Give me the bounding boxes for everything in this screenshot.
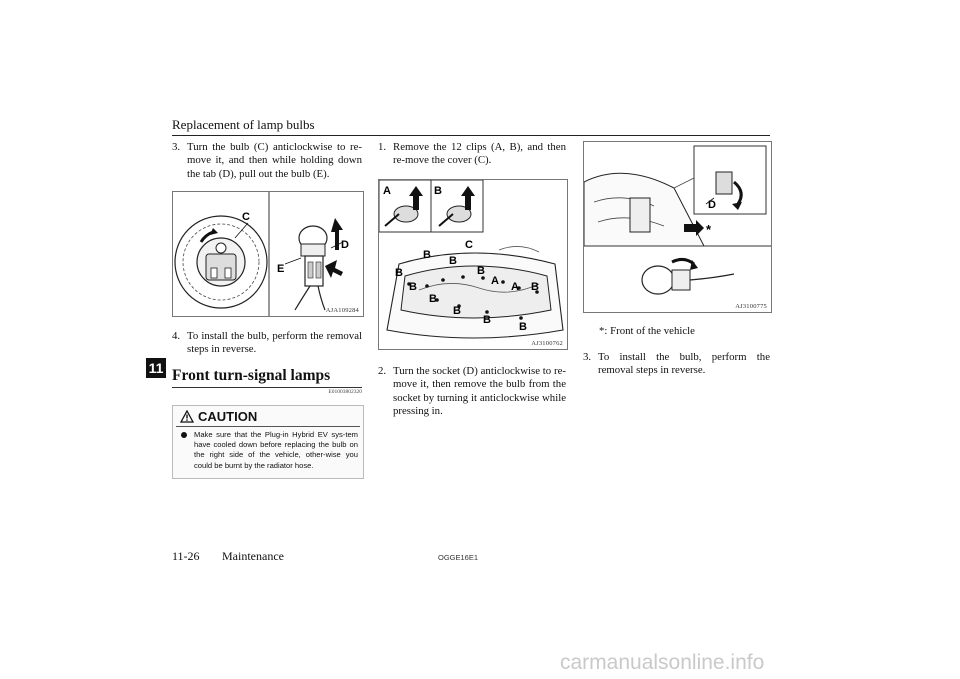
step-number: 3. (583, 351, 592, 363)
step-text: Turn the socket (D) anticlockwise to re-move it, then remove the bulb from the socket by turning it anticlockwise while pressing in. (393, 365, 566, 418)
section-code: E01003802320 (328, 389, 362, 395)
step-2-middle (378, 365, 566, 419)
label-b-4: B (477, 265, 485, 277)
label-b-9: B (483, 314, 491, 326)
caution-header (180, 409, 257, 424)
label-b-6: B (409, 281, 417, 293)
section-title: Front turn-signal lamps (172, 367, 331, 384)
label-b-inset: B (434, 185, 442, 197)
label-c: C (242, 211, 250, 223)
label-asterisk: * (706, 222, 712, 237)
step-4-left (172, 330, 362, 357)
caution-box (172, 405, 364, 479)
label-d: D (708, 199, 716, 211)
header-rule (172, 135, 770, 136)
figure-id: AJ3100762 (531, 340, 563, 347)
label-a-1: A (491, 275, 499, 287)
socket-removal-illustration (584, 142, 771, 312)
footer-section-name: Maintenance (222, 549, 284, 563)
bulb-removal-illustration (173, 192, 363, 316)
label-b-5: B (531, 281, 539, 293)
step-number: 2. (378, 365, 387, 377)
chapter-tab: 11 (146, 358, 166, 378)
label-a-2: A (511, 281, 519, 293)
step-3-left (172, 141, 362, 181)
step-number: 3. (172, 141, 181, 153)
section-rule (172, 387, 362, 388)
step-text: To install the bulb, perform the removal steps in reverse. (598, 351, 770, 377)
label-a-inset: A (383, 185, 391, 197)
figure-bulb-removal (172, 191, 364, 317)
step-number: 1. (378, 141, 387, 153)
footer-page-number: 11-26 (172, 549, 200, 563)
label-b-10: B (519, 321, 527, 333)
figure-socket-removal (583, 141, 772, 313)
page-header-title: Replacement of lamp bulbs (172, 117, 315, 132)
figure-id: AJ3100775 (735, 303, 767, 310)
bullet-icon (181, 432, 187, 438)
step-1-middle (378, 141, 566, 168)
step-text: Remove the 12 clips (A, B), and then re-move the cover (C). (393, 141, 566, 167)
caution-text: Make sure that the Plug-in Hybrid EV sys-tem have cooled down before replacing the bulb on the right side of the vehicle, other-wise you could be burnt by the radiator hose. (194, 430, 358, 470)
step-text: Turn the bulb (C) anticlockwise to re-move it, and then while holding down the tab (D), pull out the bulb (E). (187, 141, 362, 180)
label-b-1: B (395, 267, 403, 279)
step-3-right (583, 351, 770, 378)
step-text: To install the bulb, perform the removal steps in reverse. (187, 330, 362, 356)
label-b-8: B (453, 305, 461, 317)
label-c: C (465, 239, 473, 251)
label-b-7: B (429, 293, 437, 305)
figure-cover-clips (378, 179, 568, 350)
label-e: E (277, 263, 285, 275)
caution-label: CAUTION (198, 409, 258, 424)
cover-clips-illustration (379, 180, 567, 349)
footer-document-code: OGGE16E1 (438, 553, 479, 562)
label-d: D (341, 239, 349, 251)
front-of-vehicle-note: *: Front of the vehicle (599, 325, 695, 337)
caution-rule (176, 426, 360, 427)
label-b-3: B (449, 255, 457, 267)
label-b-2: B (423, 249, 431, 261)
step-number: 4. (172, 330, 181, 342)
figure-id: AJA109284 (325, 307, 359, 314)
warning-triangle-icon (180, 410, 194, 423)
watermark: carmanualsonline.info (560, 651, 765, 674)
